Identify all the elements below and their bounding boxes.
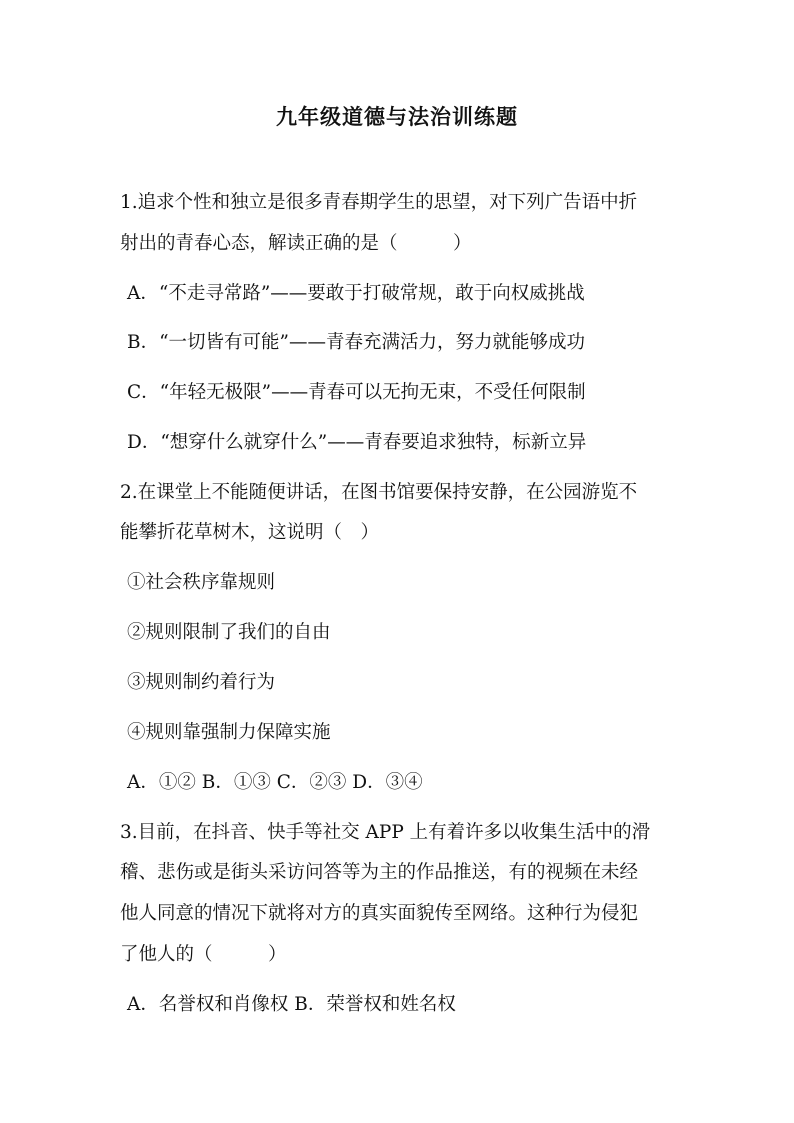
question-3-stem-line-2: 稽、悲伤或是街头采访问答等为主的作品推送，有的视频在未经 <box>120 862 639 883</box>
question-2-stem-line-1: 2.在课堂上不能随便讲话，在图书馆要保持安静，在公园游览不 <box>120 482 638 503</box>
question-3-stem-line-4: 了他人的（ ） <box>120 944 287 965</box>
question-3-stem-line-3: 他人同意的情况下就将对方的真实面貌传至网络。这种行为侵犯 <box>120 903 639 924</box>
question-1-stem-line-2: 射出的青春心态，解读正确的是（ ） <box>120 233 472 254</box>
page-title: 九年级道德与法治训练题 <box>276 104 518 129</box>
question-2-statement-3: ③规则制约着行为 <box>127 672 276 693</box>
question-2-options: A．①② B．①③ C．②③ D．③④ <box>127 772 423 793</box>
question-2-statement-2: ②规则限制了我们的自由 <box>127 622 331 643</box>
question-3-options: A．名誉权和肖像权 B．荣誉权和姓名权 <box>127 994 456 1015</box>
question-2-statement-4: ④规则靠强制力保障实施 <box>127 722 331 743</box>
question-1-option-c: C．“年轻无极限”——青春可以无拘无束，不受任何限制 <box>127 382 586 403</box>
question-3-stem-line-1: 3.目前，在抖音、快手等社交 APP 上有着许多以收集生活中的滑 <box>120 822 651 843</box>
question-1-option-a: A．“不走寻常路”——要敢于打破常规，敢于向权威挑战 <box>127 283 585 304</box>
question-1-option-d: D．“想穿什么就穿什么”——青春要追求独特，标新立异 <box>127 432 587 453</box>
question-2-stem-line-2: 能攀折花草树木，这说明（ ） <box>120 522 380 543</box>
question-1-option-b: B．“一切皆有可能”——青春充满活力，努力就能够成功 <box>127 332 586 353</box>
question-1-stem-line-1: 1.追求个性和独立是很多青春期学生的思望，对下列广告语中折 <box>120 192 638 213</box>
question-2-statement-1: ①社会秩序靠规则 <box>127 572 276 593</box>
